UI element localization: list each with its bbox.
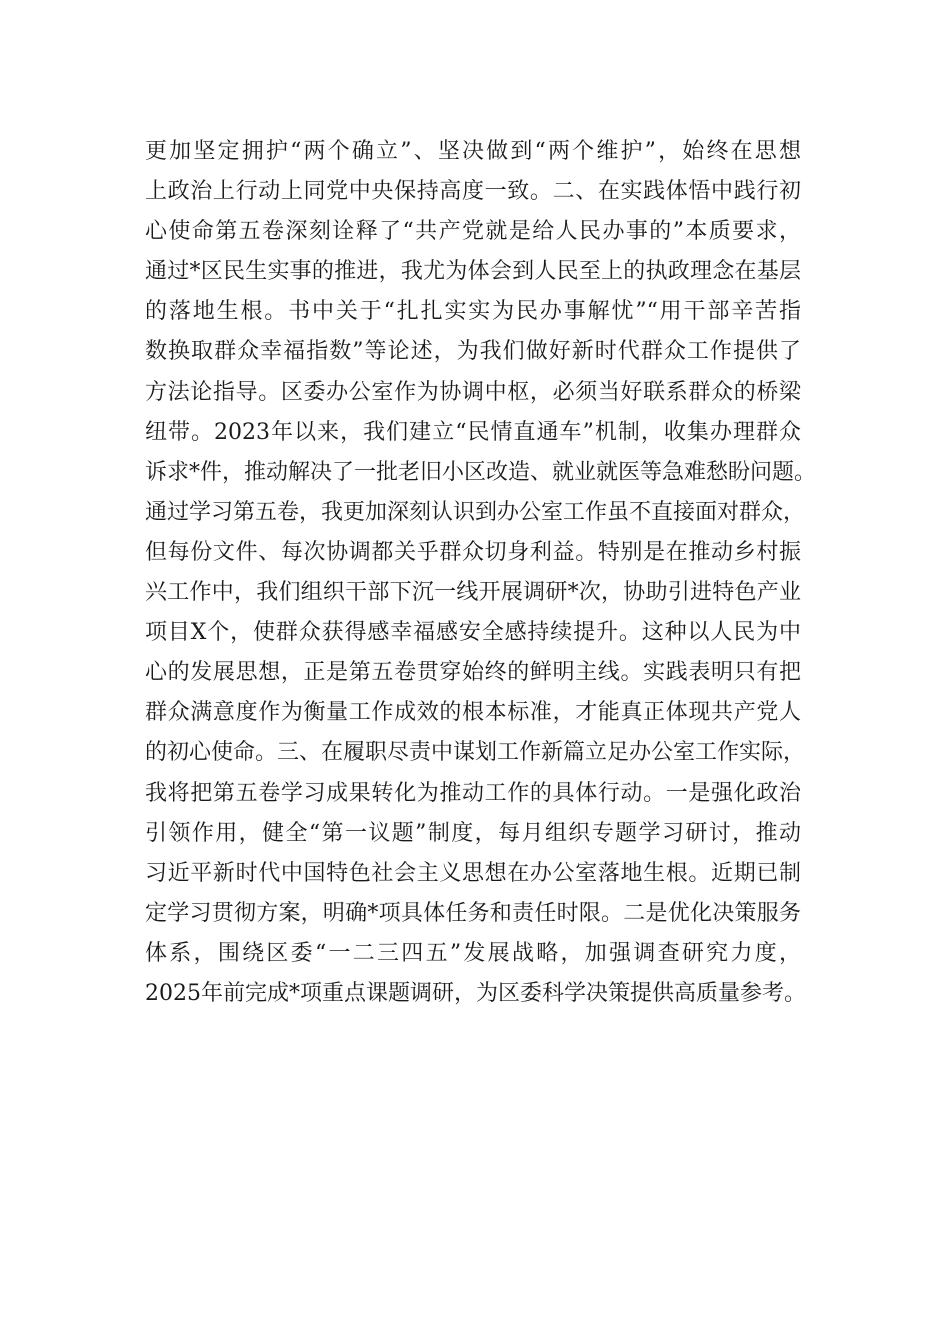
- text-line: 2025年前完成*项重点课题调研，为区委科学决策提供高质量参考。: [145, 980, 806, 1006]
- text-line: 的初心使命。三、在履职尽责中谋划工作新篇立足办公室工作实际，: [145, 740, 806, 766]
- body-paragraph: [145, 132, 817, 1014]
- text-line: 但每份文件、每次协调都关乎群众切身利益。特别是在推动乡村振: [145, 539, 801, 565]
- text-line: 诉求*件，推动解决了一批老旧小区改造、就业就医等急难愁盼问题。: [145, 459, 817, 485]
- text-line: 习近平新时代中国特色社会主义思想在办公室落地生根。近期已制: [145, 860, 801, 886]
- text-line: 上政治上行动上同党中央保持高度一致。二、在实践体悟中践行初: [145, 179, 801, 205]
- text-line: 群众满意度作为衡量工作成效的根本标准，才能真正体现共产党人: [145, 700, 801, 726]
- text-line: 体系，围绕区委“一二三四五”发展战略，加强调查研究力度，: [145, 940, 801, 966]
- text-line: 心使命第五卷深刻诠释了“共产党就是给人民办事的”本质要求，: [145, 219, 801, 245]
- text-line: 定学习贯彻方案，明确*项具体任务和责任时限。二是优化决策服务: [145, 900, 801, 926]
- text-line: 心的发展思想，正是第五卷贯穿始终的鲜明主线。实践表明只有把: [145, 660, 801, 686]
- text-line: 我将把第五卷学习成果转化为推动工作的具体行动。一是强化政治: [145, 780, 801, 806]
- text-line: 更加坚定拥护“两个确立”、坚决做到“两个维护”，始终在思想: [145, 139, 801, 164]
- text-line: 项目X个，使群众获得感幸福感安全感持续提升。这种以人民为中: [145, 620, 801, 646]
- text-line: 数换取群众幸福指数”等论述，为我们做好新时代群众工作提供了: [145, 339, 801, 365]
- text-line: 纽带。2023年以来，我们建立“民情直通车”机制，收集办理群众: [145, 419, 801, 445]
- text-line: 方法论指导。区委办公室作为协调中枢，必须当好联系群众的桥梁: [145, 379, 801, 405]
- text-line: 的落地生根。书中关于“扎扎实实为民办事解忧”“用干部辛苦指: [145, 299, 801, 325]
- text-line: 兴工作中，我们组织干部下沉一线开展调研*次，协助引进特色产业: [145, 580, 801, 606]
- text-line: 通过学习第五卷，我更加深刻认识到办公室工作虽不直接面对群众，: [145, 499, 806, 525]
- text-line: 引领作用，健全“第一议题”制度，每月组织专题学习研讨，推动: [145, 820, 801, 846]
- text-line: 通过*区民生实事的推进，我尤为体会到人民至上的执政理念在基层: [145, 259, 801, 285]
